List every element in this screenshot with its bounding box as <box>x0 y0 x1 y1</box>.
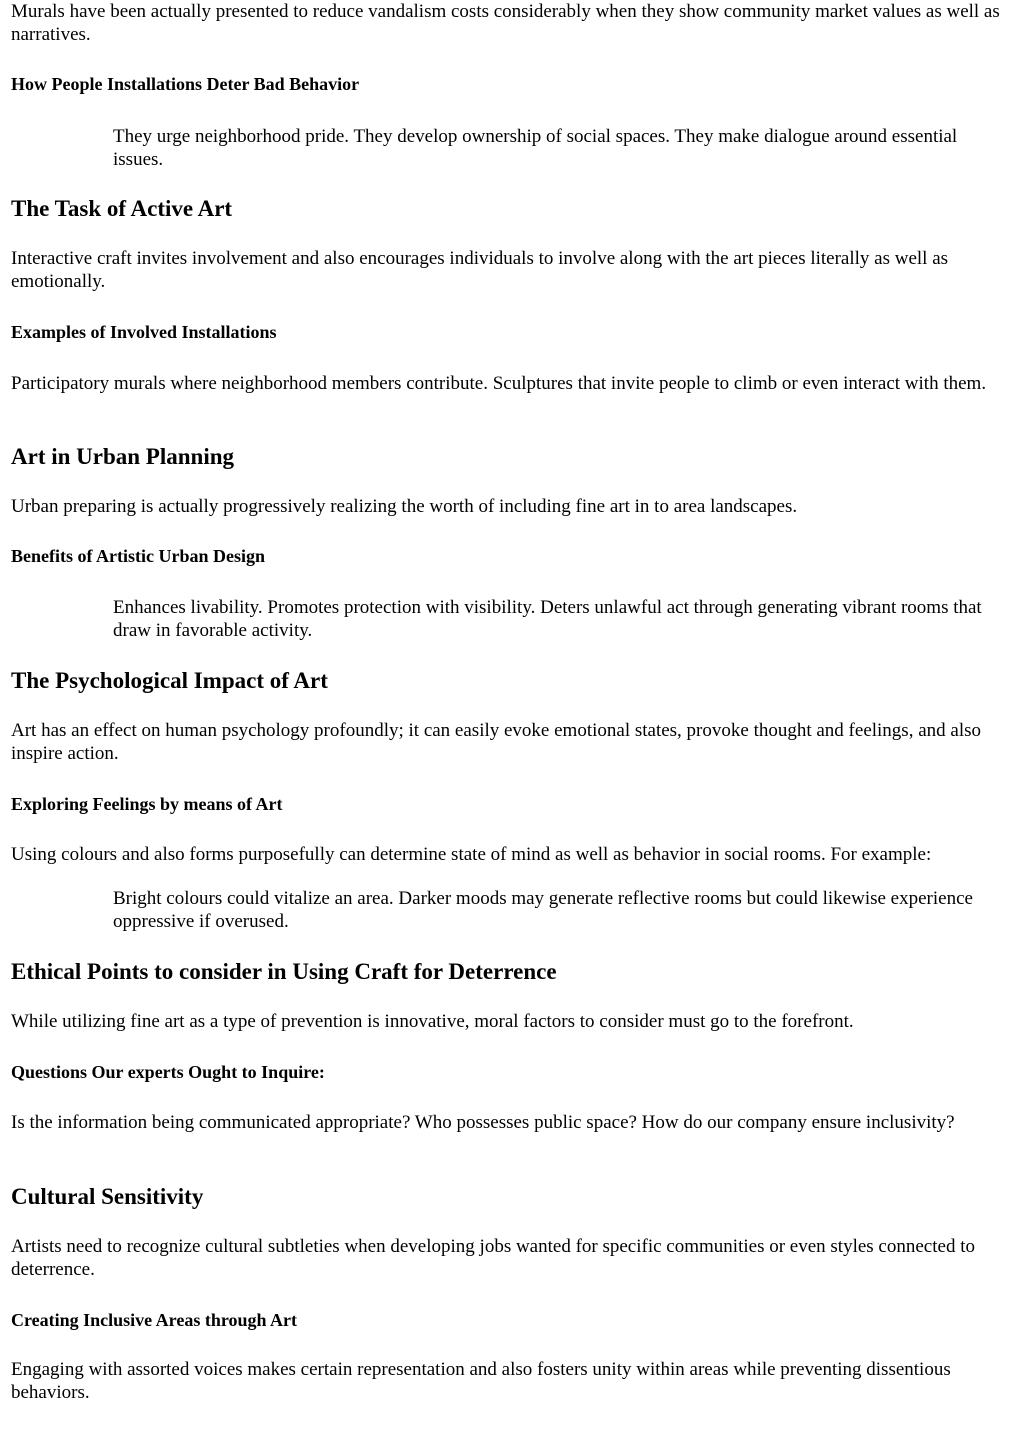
subheading-examples: Examples of Involved Installations <box>11 322 277 342</box>
heading-psychological: The Psychological Impact of Art <box>11 668 328 693</box>
paragraph-cultural: Artists need to recognize cultural subtleties when developing jobs wanted for specific communities or even styles connected to deterrence. <box>11 1236 975 1280</box>
subheading-questions: Questions Our experts Ought to Inquire: <box>11 1062 325 1082</box>
quote-benefits: Enhances livability. Promotes protection with visibility. Deters unlawful act through generating vibrant rooms that draw in favorable activity. <box>113 597 982 641</box>
paragraph-colours: Using colours and also forms purposefully can determine state of mind as well as behavior in social rooms. For example: <box>11 844 932 865</box>
paragraph-examples: Participatory murals where neighborhood members contribute. Sculptures that invite people to climb or even interact with them. <box>11 373 987 394</box>
heading-active-art: The Task of Active Art <box>11 196 233 221</box>
paragraph-ethics: While utilizing fine art as a type of prevention is innovative, moral factors to consider must go to the forefront. <box>11 1011 854 1032</box>
quote-installations: They urge neighborhood pride. They develop ownership of social spaces. They make dialogue around essential issues. <box>113 126 958 170</box>
intro-paragraph: Murals have been actually presented to reduce vandalism costs considerably when they show community market values as well as narratives. <box>11 1 1000 45</box>
paragraph-interactive: Interactive craft invites involvement and also encourages individuals to involve along with the art pieces literally as well as emotionally. <box>11 248 949 292</box>
heading-cultural: Cultural Sensitivity <box>11 1184 204 1209</box>
heading-ethics: Ethical Points to consider in Using Craft for Deterrence <box>11 959 557 984</box>
subheading-benefits: Benefits of Artistic Urban Design <box>11 546 265 566</box>
subheading-installations: How People Installations Deter Bad Behavior <box>11 74 360 94</box>
heading-urban-planning: Art in Urban Planning <box>11 444 235 469</box>
paragraph-inclusive: Engaging with assorted voices makes certain representation and also fosters unity within areas while preventing dissentious behaviors. <box>11 1359 951 1403</box>
subheading-inclusive: Creating Inclusive Areas through Art <box>11 1310 298 1330</box>
subheading-feelings: Exploring Feelings by means of Art <box>11 794 283 814</box>
quote-colours: Bright colours could vitalize an area. Darker moods may generate reflective rooms but could likewise experience oppressive if overused. <box>113 888 973 932</box>
paragraph-questions: Is the information being communicated appropriate? Who possesses public space? How do our company ensure inclusivity? <box>11 1112 955 1133</box>
paragraph-urban: Urban preparing is actually progressively realizing the worth of including fine art in to area landscapes. <box>11 496 798 517</box>
paragraph-psychological: Art has an effect on human psychology profoundly; it can easily evoke emotional states, provoke thought and feelings, and also inspire action. <box>11 720 981 764</box>
